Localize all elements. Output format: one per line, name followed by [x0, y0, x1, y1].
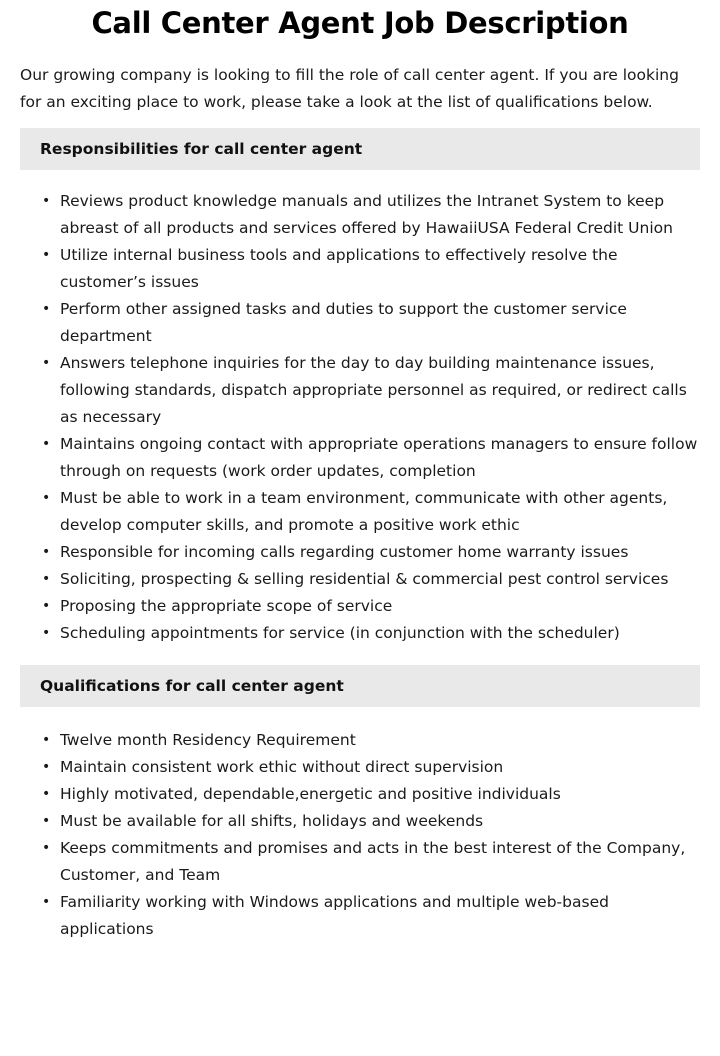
bullet-icon: • — [42, 759, 51, 775]
list-item — [40, 889, 700, 943]
list-item-text: Utilize internal business tools and applications to effectively resolve the customer’s issues — [60, 246, 618, 291]
bullet-icon: • — [42, 436, 51, 452]
bullet-icon: • — [42, 625, 51, 641]
bullet-icon: • — [42, 732, 51, 748]
list-item-text: Maintain consistent work ethic without direct supervision — [60, 758, 504, 776]
bullet-icon: • — [42, 840, 51, 856]
list-item-text: Perform other assigned tasks and duties to support the customer service department — [60, 300, 627, 345]
list-item-text: Maintains ongoing contact with appropriate operations managers to ensure follow through on requests (work order updates, completion — [60, 435, 698, 480]
list-item — [40, 566, 700, 593]
list-item — [40, 781, 700, 808]
responsibilities-list — [20, 188, 700, 647]
list-item-text: Scheduling appointments for service (in conjunction with the scheduler) — [60, 624, 620, 642]
bullet-icon: • — [42, 355, 51, 371]
list-item — [40, 350, 700, 431]
list-item — [40, 431, 700, 485]
bullet-icon: • — [42, 813, 51, 829]
list-item-text: Soliciting, prospecting & selling residential & commercial pest control services — [60, 570, 669, 588]
list-item — [40, 296, 700, 350]
bullet-icon: • — [42, 786, 51, 802]
list-item — [40, 539, 700, 566]
bullet-icon: • — [42, 247, 51, 263]
list-item-text: Responsible for incoming calls regarding customer home warranty issues — [60, 543, 629, 561]
list-item-text: Familiarity working with Windows applications and multiple web-based applications — [60, 893, 609, 938]
bullet-icon: • — [42, 490, 51, 506]
list-item-text: Reviews product knowledge manuals and utilizes the Intranet System to keep abreast of all products and services offered by HawaiiUSA Federal Credit Union — [60, 192, 673, 237]
responsibilities-heading: Responsibilities for call center agent — [20, 128, 700, 170]
list-item — [40, 188, 700, 242]
page-title: Call Center Agent Job Description — [91, 6, 629, 40]
bullet-icon: • — [42, 598, 51, 614]
list-item — [40, 835, 700, 889]
list-item — [40, 620, 700, 647]
bullet-icon: • — [42, 894, 51, 910]
list-item-text: Answers telephone inquiries for the day to day building maintenance issues, following standards, dispatch appropriate personnel as required, or redirect calls as necessary — [60, 354, 687, 426]
list-item — [40, 593, 700, 620]
bullet-icon: • — [42, 571, 51, 587]
list-item — [40, 754, 700, 781]
list-item — [40, 808, 700, 835]
list-item-text: Must be available for all shifts, holidays and weekends — [60, 812, 484, 830]
list-item — [40, 727, 700, 754]
list-item-text: Must be able to work in a team environment, communicate with other agents, develop computer skills, and promote a positive work ethic — [60, 489, 668, 534]
list-item — [40, 242, 700, 296]
list-item-text: Highly motivated, dependable,energetic and positive individuals — [60, 785, 561, 803]
list-item-text: Proposing the appropriate scope of service — [60, 597, 393, 615]
list-item-text: Twelve month Residency Requirement — [60, 731, 356, 749]
qualifications-list — [20, 727, 700, 943]
bullet-icon: • — [42, 301, 51, 317]
qualifications-heading: Qualifications for call center agent — [20, 665, 700, 707]
list-item-text: Keeps commitments and promises and acts in the best interest of the Company, Customer, and Team — [60, 839, 686, 884]
bullet-icon: • — [42, 544, 51, 560]
intro-paragraph: Our growing company is looking to fill the role of call center agent. If you are looking for an exciting place to work, please take a look at the list of qualifications below. — [20, 66, 679, 111]
list-item — [40, 485, 700, 539]
bullet-icon: • — [42, 193, 51, 209]
